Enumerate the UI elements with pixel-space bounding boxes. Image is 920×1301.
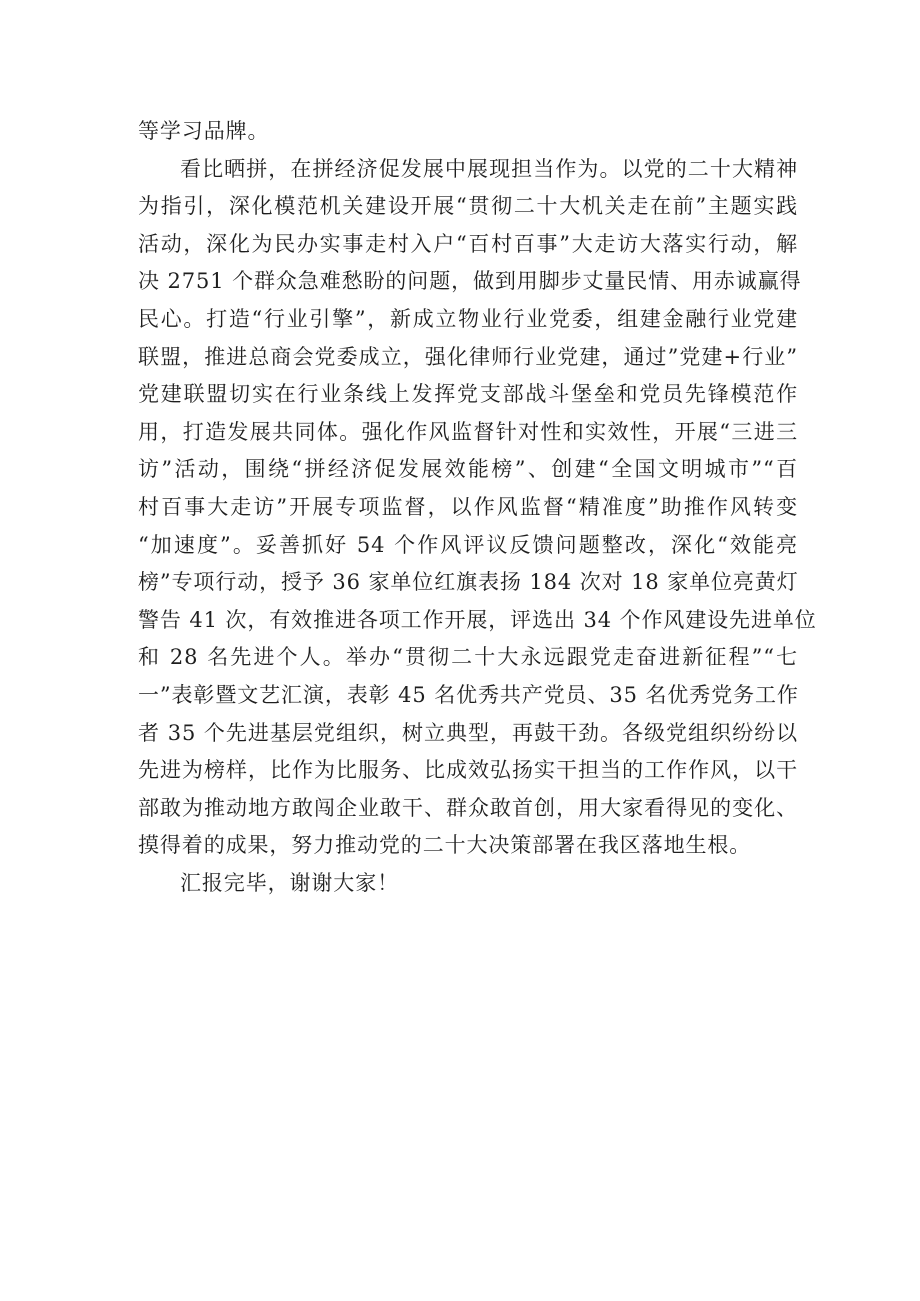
paragraph-line: 部敢为推动地方敢闯企业敢干、群众敢首创，用大家看得见的变化、 xyxy=(138,795,798,820)
paragraph-line: 等学习品牌。 xyxy=(138,119,270,143)
paragraph-line: 者 35 个先进基层党组织，树立典型，再鼓干劲。各级党组织纷纷以 xyxy=(138,720,798,745)
paragraph-line: 用，打造发展共同体。强化作风监督针对性和实效性，开展“三进三 xyxy=(138,419,798,444)
paragraph-line: 联盟，推进总商会党委成立，强化律师行业党建，通过”党建+行业” xyxy=(138,344,798,369)
paragraph-line: 民心。打造“行业引擎”，新成立物业行业党委，组建金融行业党建 xyxy=(138,306,798,331)
paragraph-line: 访”活动，围绕“拼经济促发展效能榜”、创建“全国文明城市”“百 xyxy=(138,457,798,482)
paragraph-line: 警告 41 次，有效推进各项工作开展，评选出 34 个作风建设先进单位 xyxy=(138,607,817,632)
paragraph-line: 党建联盟切实在行业条线上发挥党支部战斗堡垒和党员先锋模范作 xyxy=(138,382,798,407)
paragraph-line: 和 28 名先进个人。举办“贯彻二十大永远跟党走奋进新征程”“七 xyxy=(138,645,798,670)
paragraph-line: 榜”专项行动，授予 36 家单位红旗表扬 184 次对 18 家单位亮黄灯 xyxy=(138,570,799,595)
paragraph-line: 村百事大走访”开展专项监督，以作风监督“精准度”助推作风转变 xyxy=(138,494,798,519)
paragraph-line: 活动，深化为民办实事走村入户“百村百事”大走访大落实行动，解 xyxy=(138,231,798,256)
paragraph xyxy=(138,151,817,865)
paragraph-line: 汇报完毕，谢谢大家！ xyxy=(180,870,399,895)
paragraph-line: 先进为榜样，比作为比服务、比成效弘扬实干担当的工作作风，以干 xyxy=(138,758,798,783)
paragraph-line: 看比晒拼，在拼经济促发展中展现担当作为。以党的二十大精神 xyxy=(180,156,798,181)
paragraph-line: “加速度”。妥善抓好 54 个作风评议反馈问题整改，深化“效能亮 xyxy=(138,532,798,557)
document-body xyxy=(138,113,817,902)
paragraph-line: 摸得着的成果，努力推动党的二十大决策部署在我区落地生根。 xyxy=(138,833,752,858)
paragraph-line: 决 2751 个群众急难愁盼的问题，做到用脚步丈量民情、用赤诚赢得 xyxy=(138,269,802,294)
paragraph-line: 一”表彰暨文艺汇演，表彰 45 名优秀共产党员、35 名优秀党务工作 xyxy=(138,682,799,707)
paragraph-line: 为指引，深化模范机关建设开展“贯彻二十大机关走在前”主题实践 xyxy=(138,194,798,219)
paragraph xyxy=(138,113,798,151)
paragraph xyxy=(138,865,798,903)
